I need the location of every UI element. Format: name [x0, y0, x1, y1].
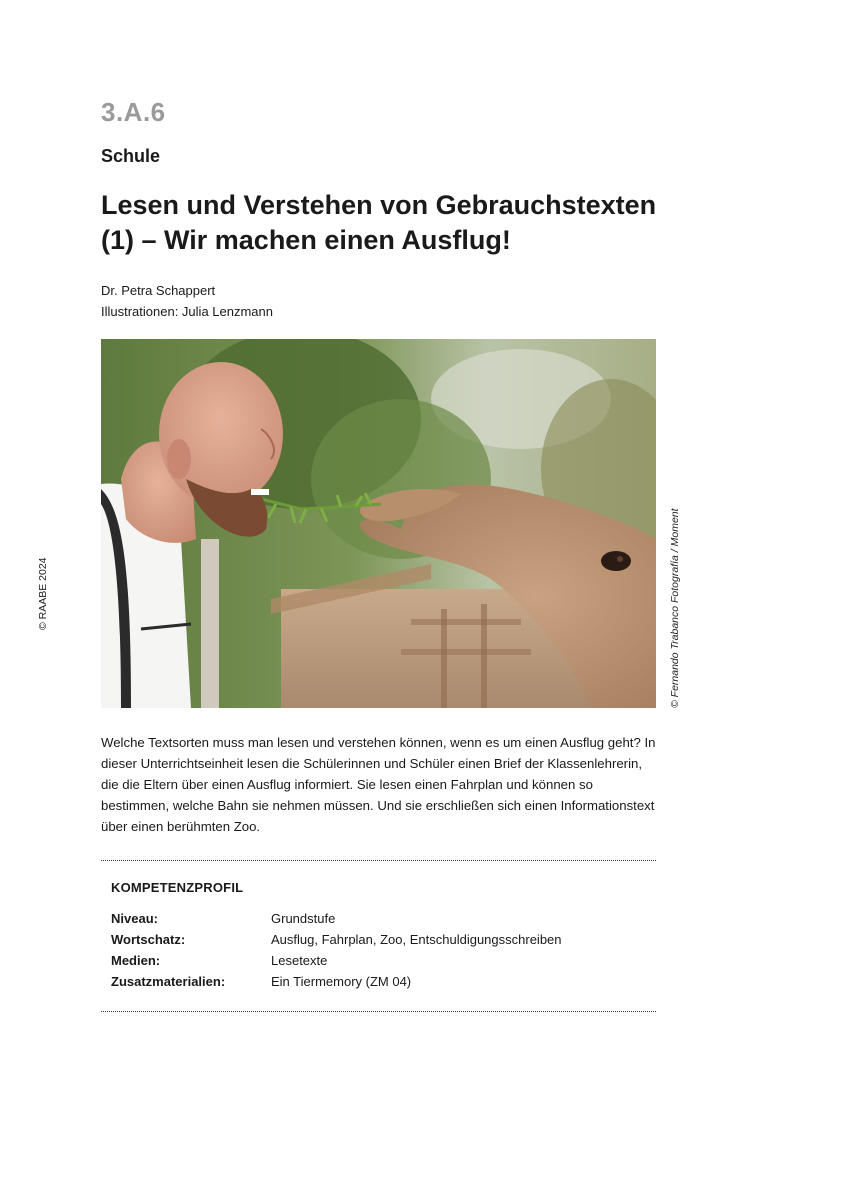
author-block — [101, 280, 273, 322]
intro-paragraph: Welche Textsorten muss man lesen und verstehen können, wenn es um einen Ausflug geht? In dieser Unterrichtseinheit lesen die Schülerinnen und Schüler einen Brief der Klassenlehrerin, die die Eltern über einen Ausflug informiert. Sie lesen einen Fahrplan und können so bestimmen, welche Bahn sie nehmen müssen. Und sie erschließen sich einen Informationstext über einen berühmten Zoo. — [101, 735, 656, 834]
profile-value: Ein Tiermemory (ZM 04) — [271, 974, 412, 989]
profile-row-media — [111, 950, 651, 971]
profile-value: Grundstufe — [271, 911, 336, 926]
author-name: Dr. Petra Schappert — [101, 283, 216, 298]
profile-label: Zusatzmaterialien: — [111, 974, 226, 989]
profile-row-additional-materials — [111, 971, 651, 992]
profile-value: Lesetexte — [271, 953, 328, 968]
profile-row-vocabulary — [111, 929, 651, 950]
page-title — [101, 188, 701, 258]
title-line-1: Lesen und Verstehen von Gebrauchstexten — [101, 190, 657, 220]
divider-bottom — [101, 1011, 656, 1012]
competence-profile-heading: KOMPETENZPROFIL — [111, 880, 244, 895]
profile-label: Niveau: — [111, 911, 158, 926]
copyright-note: © RAABE 2024 — [37, 557, 49, 630]
title-line-2: (1) – Wir machen einen Ausflug! — [101, 225, 511, 255]
category-label: Schule — [101, 146, 161, 166]
profile-row-level — [111, 908, 651, 929]
divider-top — [101, 860, 656, 861]
section-code: 3.A.6 — [101, 97, 166, 127]
profile-label: Wortschatz: — [111, 932, 186, 947]
cover-photo — [101, 339, 656, 708]
illustrator-credit: Illustrationen: Julia Lenzmann — [101, 304, 273, 319]
competence-profile-table — [111, 908, 651, 992]
photo-credit: © Fernando Trabanco Fotografía / Moment — [669, 508, 681, 708]
photo-man-feeding-camel — [101, 339, 656, 708]
profile-label: Medien: — [111, 953, 161, 968]
profile-value: Ausflug, Fahrplan, Zoo, Entschuldigungsschreiben — [271, 932, 562, 947]
